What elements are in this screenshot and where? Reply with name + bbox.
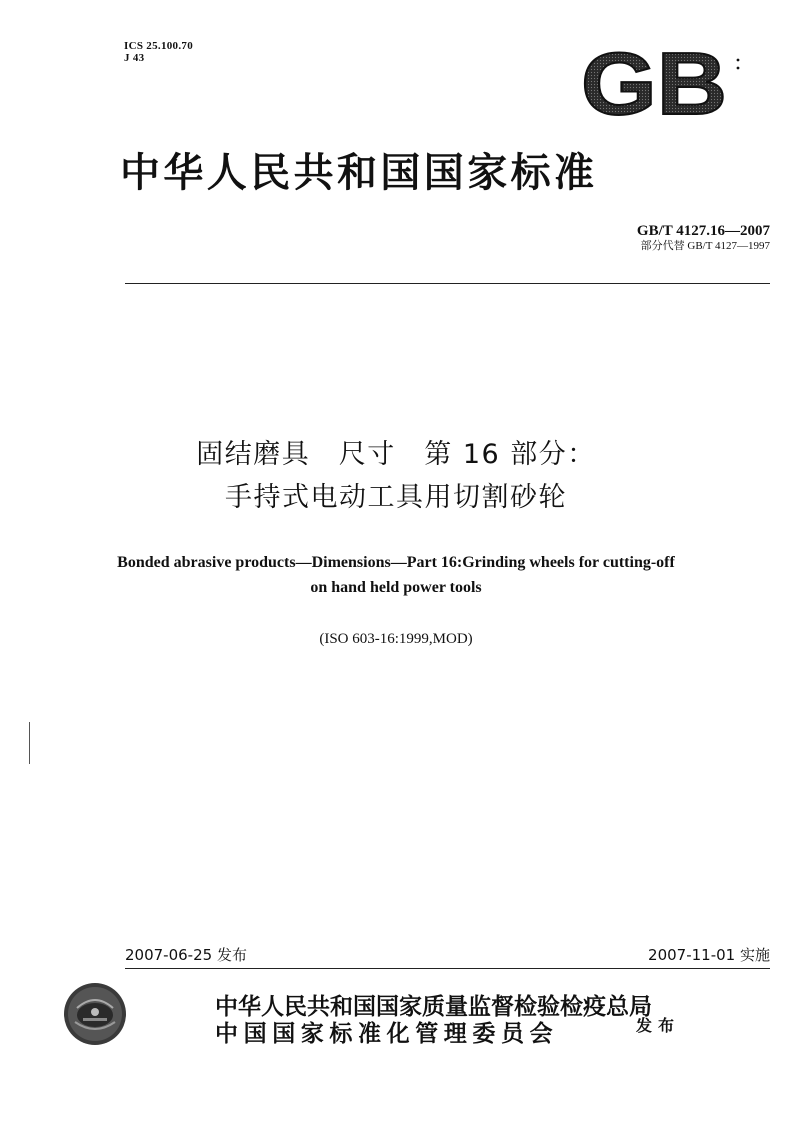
gb-logo-text: GB	[581, 44, 727, 124]
scan-artifact-line	[29, 722, 30, 764]
header-divider	[125, 283, 770, 284]
issue-date: 2007-06-25 发布	[125, 946, 247, 964]
gb-logo	[575, 44, 745, 124]
issuer-aqsiq: 中华人民共和国国家质量监督检验检疫总局	[215, 993, 652, 1020]
seal-emblem	[63, 982, 127, 1046]
cn-title-line-1: 固结磨具 尺寸 第 16 部分：	[196, 439, 596, 470]
ics-code: ICS 25.100.70	[124, 40, 193, 52]
en-title-line-2: on hand held power tools	[310, 579, 482, 596]
ccs-code: J 43	[124, 52, 145, 64]
en-title-line-1: Bonded abrasive products—Dimensions—Part 16:Grinding wheels for cutting-off	[117, 554, 675, 571]
issuer-sac: 中国国家标准化管理委员会	[215, 1020, 559, 1047]
effective-date: 2007-11-01 实施	[648, 946, 770, 964]
standard-type-title: 中华人民共和国国家标准	[120, 149, 598, 196]
replaces-note: 部分代替 GB/T 4127—1997	[640, 240, 770, 252]
footer-divider	[125, 968, 770, 969]
issue-label: 发布	[636, 1016, 681, 1035]
iso-reference: (ISO 603-16:1999,MOD)	[319, 631, 473, 647]
ics-block	[124, 40, 193, 64]
cn-title-line-2: 手持式电动工具用切割砂轮	[225, 482, 567, 513]
standard-number: GB/T 4127.16—2007	[636, 223, 770, 239]
